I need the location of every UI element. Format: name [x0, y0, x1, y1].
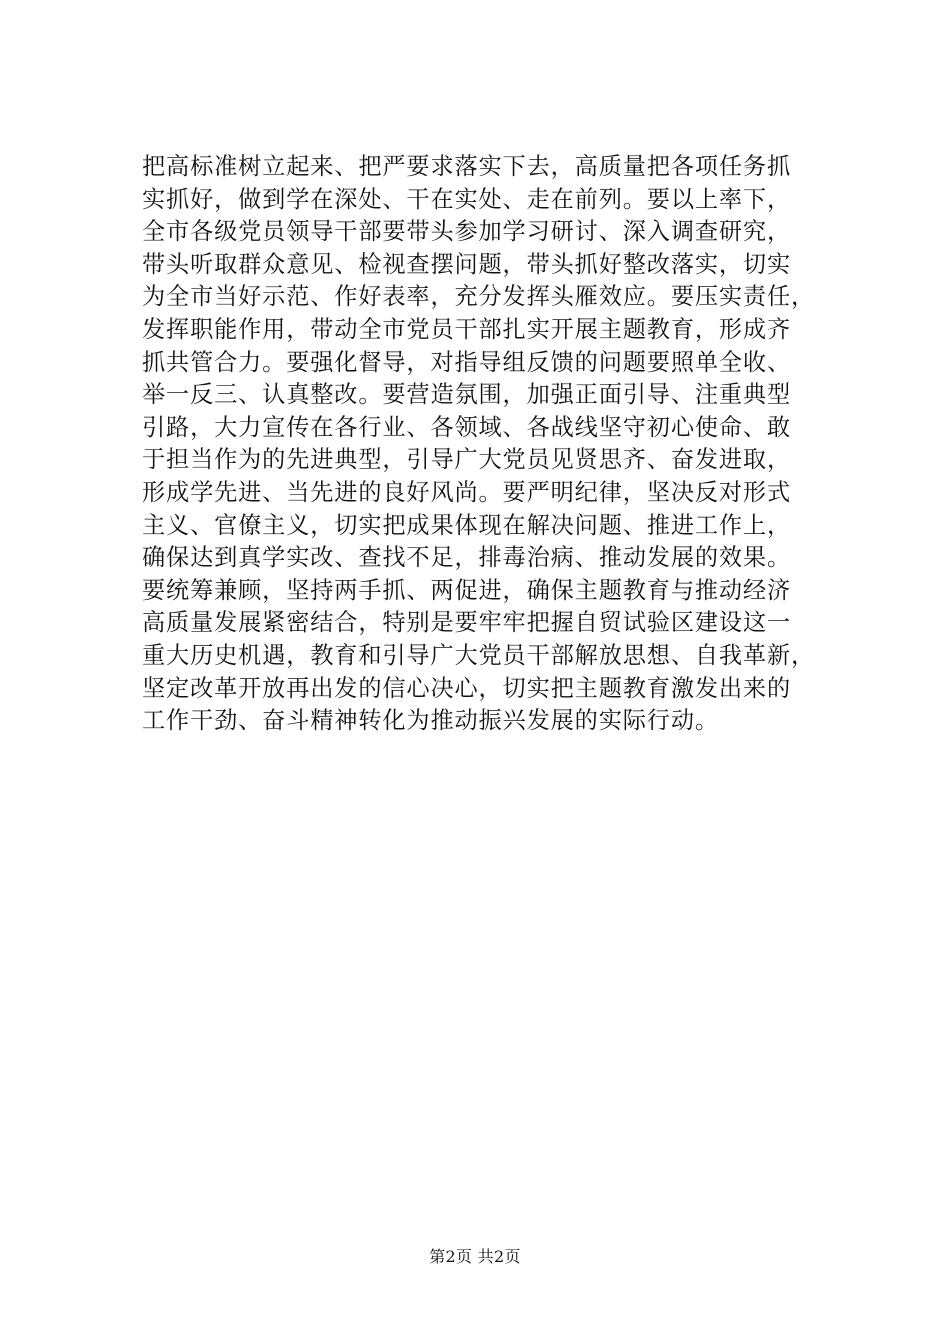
- text-line: 于担当作为的先进典型，引导广大党员见贤思齐、奋发进取，: [142, 446, 792, 474]
- text-line: 全市各级党员领导干部要带头参加学习研讨、深入调查研究，: [142, 218, 792, 246]
- body-paragraph: [142, 151, 842, 738]
- text-line: 抓共管合力。要强化督导，对指导组反馈的问题要照单全收、: [142, 348, 792, 376]
- text-line: 坚定改革开放再出发的信心决心，切实把主题教育激发出来的: [142, 674, 792, 702]
- text-line: 主义、官僚主义，切实把成果体现在解决问题、推进工作上，: [142, 511, 792, 539]
- text-line: 发挥职能作用，带动全市党员干部扎实开展主题教育，形成齐: [142, 315, 792, 343]
- text-line: 引路，大力宣传在各行业、各领域、各战线坚守初心使命、敢: [142, 413, 792, 441]
- text-line: 重大历史机遇，教育和引导广大党员干部解放思想、自我革新，: [142, 641, 816, 669]
- text-line: 把高标准树立起来、把严要求落实下去，高质量把各项任务抓: [142, 153, 792, 180]
- page-number-footer: 第2页 共2页: [429, 1247, 521, 1266]
- text-line: 带头听取群众意见、检视查摆问题，带头抓好整改落实，切实: [142, 250, 792, 278]
- text-line: 高质量发展紧密结合，特别是要牢牢把握自贸试验区建设这一: [142, 609, 792, 637]
- text-line: 实抓好，做到学在深处、干在实处、走在前列。要以上率下，: [142, 185, 792, 213]
- text-line: 为全市当好示范、作好表率，充分发挥头雁效应。要压实责任，: [142, 283, 816, 311]
- text-line: 要统筹兼顾，坚持两手抓、两促进，确保主题教育与推动经济: [142, 576, 792, 604]
- text-line: 确保达到真学实改、查找不足，排毒治病、推动发展的效果。: [142, 544, 792, 572]
- text-line: 工作干劲、奋斗精神转化为推动振兴发展的实际行动。: [142, 707, 719, 735]
- text-line: 形成学先进、当先进的良好风尚。要严明纪律，坚决反对形式: [142, 478, 792, 506]
- text-line: 举一反三、认真整改。要营造氛围，加强正面引导、注重典型: [142, 381, 792, 409]
